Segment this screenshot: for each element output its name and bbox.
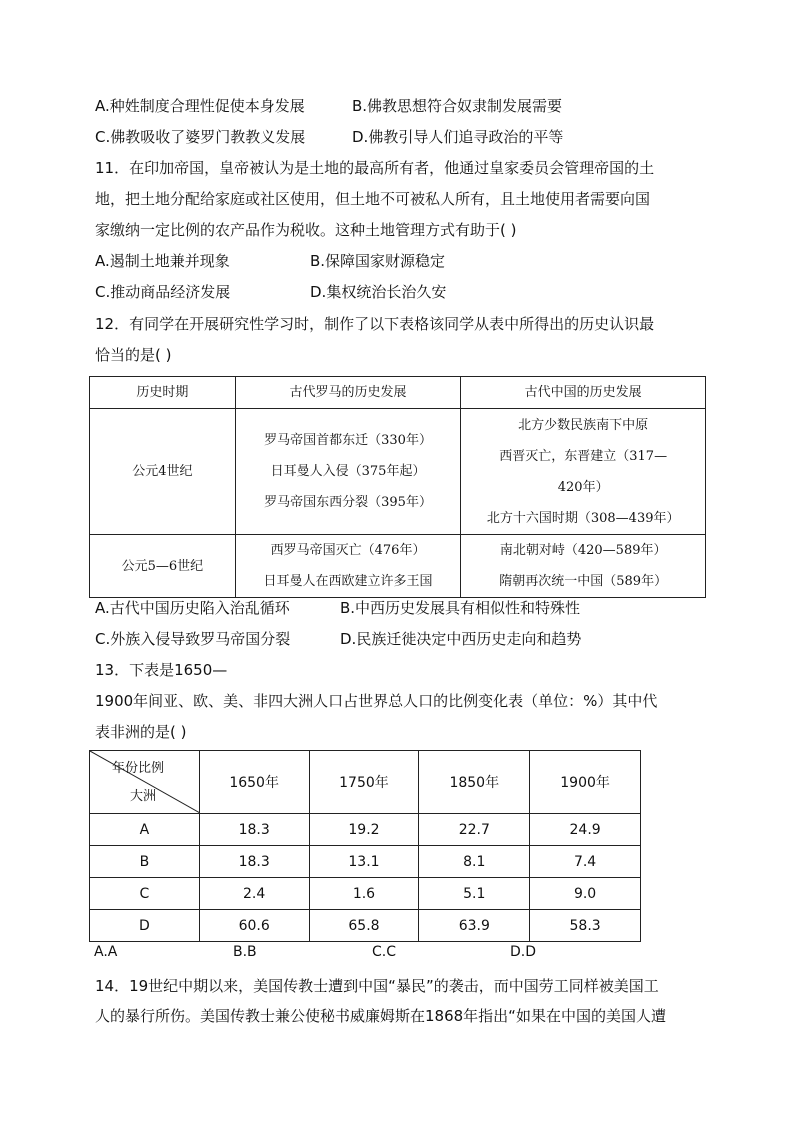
history-comparison-table bbox=[89, 376, 706, 598]
q12-stem-line-1: 12．有同学在开展研究性学习时，制作了以下表格该同学从表中所得出的历史认识最 bbox=[95, 315, 655, 333]
continent-label-cell: B bbox=[90, 846, 200, 878]
rome-cell bbox=[235, 535, 461, 598]
value-cell: 19.2 bbox=[309, 814, 419, 846]
value-cell: 7.4 bbox=[530, 846, 641, 878]
value-cell: 18.3 bbox=[199, 846, 309, 878]
value-cell: 2.4 bbox=[199, 878, 309, 910]
table-header-cell: 历史时期 bbox=[90, 377, 236, 409]
cell-line: 420年） bbox=[557, 479, 609, 495]
q11-option-a: A.遏制土地兼并现象 bbox=[95, 252, 230, 270]
value-cell: 22.7 bbox=[419, 814, 530, 846]
continent-label-cell: A bbox=[90, 814, 200, 846]
continent-label-cell: D bbox=[90, 910, 200, 942]
value-cell: 1.6 bbox=[309, 878, 419, 910]
cell-line: 日耳曼人在西欧建立许多王国 bbox=[263, 574, 433, 589]
table-row bbox=[90, 878, 641, 910]
table-header-cell: 古代中国的历史发展 bbox=[461, 377, 706, 409]
year-header-cell: 1900年 bbox=[530, 751, 641, 814]
cell-line: 西罗马帝国灭亡（476年） bbox=[270, 543, 426, 558]
population-table bbox=[89, 750, 641, 942]
diagonal-corner-cell bbox=[90, 751, 200, 814]
q13-option-d: D.D bbox=[510, 944, 537, 960]
q10-option-a: A.种姓制度合理性促使本身发展 bbox=[95, 97, 305, 115]
corner-top-label: 年份比例 bbox=[112, 761, 165, 776]
q12-option-a: A.古代中国历史陷入治乱循环 bbox=[95, 599, 290, 617]
year-header-cell: 1750年 bbox=[309, 751, 419, 814]
table-row bbox=[90, 535, 706, 598]
value-cell: 24.9 bbox=[530, 814, 641, 846]
q11-option-d: D.集权统治长治久安 bbox=[310, 283, 447, 301]
table-header-cell: 古代罗马的历史发展 bbox=[235, 377, 461, 409]
value-cell: 5.1 bbox=[419, 878, 530, 910]
china-cell bbox=[461, 535, 706, 598]
period-cell: 公元4世纪 bbox=[90, 409, 236, 535]
value-cell: 58.3 bbox=[530, 910, 641, 942]
q14-stem-line-2: 人的暴行所伤。美国传教士兼公使秘书威廉姆斯在1868年指出“如果在中国的美国人遭 bbox=[95, 1007, 666, 1025]
corner-bottom-label: 大洲 bbox=[130, 789, 157, 804]
value-cell: 13.1 bbox=[309, 846, 419, 878]
q11-stem-line-2: 地，把土地分配给家庭或社区使用，但土地不可被私人所有，且土地使用者需要向国 bbox=[95, 190, 651, 208]
q12-option-d: D.民族迁徙决定中西历史走向和趋势 bbox=[340, 630, 582, 648]
q13-stem-line-1: 13．下表是1650— bbox=[95, 661, 228, 679]
table-header-row bbox=[90, 377, 706, 409]
value-cell: 65.8 bbox=[309, 910, 419, 942]
table-row bbox=[90, 910, 641, 942]
table-header-row bbox=[90, 751, 641, 814]
rome-cell bbox=[235, 409, 461, 535]
table-row bbox=[90, 846, 641, 878]
value-cell: 60.6 bbox=[199, 910, 309, 942]
q13-option-b: B.B bbox=[233, 944, 257, 960]
table-row bbox=[90, 409, 706, 535]
q11-stem-line-3: 家缴纳一定比例的农产品作为税收。这种土地管理方式有助于( ) bbox=[95, 221, 517, 239]
table-row bbox=[90, 814, 641, 846]
china-cell bbox=[461, 409, 706, 535]
cell-line: 罗马帝国东西分裂（395年） bbox=[264, 495, 432, 510]
q14-stem-line-1: 14．19世纪中期以来，美国传教士遭到中国“暴民”的袭击，而中国劳工同样被美国工 bbox=[95, 977, 659, 995]
value-cell: 63.9 bbox=[419, 910, 530, 942]
q13-option-a: A.A bbox=[94, 944, 118, 960]
year-header-cell: 1650年 bbox=[199, 751, 309, 814]
cell-line: 北方十六国时期（308—439年） bbox=[486, 510, 680, 526]
value-cell: 9.0 bbox=[530, 878, 641, 910]
q11-option-c: C.推动商品经济发展 bbox=[95, 283, 231, 301]
q13-stem-line-3: 表非洲的是( ) bbox=[95, 723, 187, 741]
cell-line: 隋朝再次统一中国（589年） bbox=[499, 574, 668, 589]
q13-option-c: C.C bbox=[372, 944, 397, 960]
cell-line: 南北朝对峙（420—589年） bbox=[499, 543, 667, 558]
cell-line: 罗马帝国首都东迁（330年） bbox=[264, 433, 432, 448]
period-cell: 公元5—6世纪 bbox=[90, 535, 236, 598]
q12-stem-line-2: 恰当的是( ) bbox=[95, 346, 172, 364]
q10-option-b: B.佛教思想符合奴隶制发展需要 bbox=[352, 97, 563, 115]
q11-option-b: B.保障国家财源稳定 bbox=[310, 252, 446, 270]
cell-line: 日耳曼人入侵（375年起） bbox=[270, 464, 426, 479]
cell-line: 北方少数民族南下中原 bbox=[518, 417, 649, 433]
q10-option-d: D.佛教引导人们追寻政治的平等 bbox=[352, 128, 564, 146]
cell-line: 西晋灭亡，东晋建立（317— bbox=[499, 448, 668, 464]
continent-label-cell: C bbox=[90, 878, 200, 910]
q12-option-c: C.外族入侵导致罗马帝国分裂 bbox=[95, 630, 291, 648]
q12-option-b: B.中西历史发展具有相似性和特殊性 bbox=[340, 599, 581, 617]
value-cell: 8.1 bbox=[419, 846, 530, 878]
q10-option-c: C.佛教吸收了婆罗门教教义发展 bbox=[95, 128, 306, 146]
q11-stem-line-1: 11．在印加帝国，皇帝被认为是土地的最高所有者，他通过皇家委员会管理帝国的土 bbox=[95, 159, 655, 177]
value-cell: 18.3 bbox=[199, 814, 309, 846]
q13-stem-line-2: 1900年间亚、欧、美、非四大洲人口占世界总人口的比例变化表（单位：%）其中代 bbox=[95, 692, 658, 710]
year-header-cell: 1850年 bbox=[419, 751, 530, 814]
